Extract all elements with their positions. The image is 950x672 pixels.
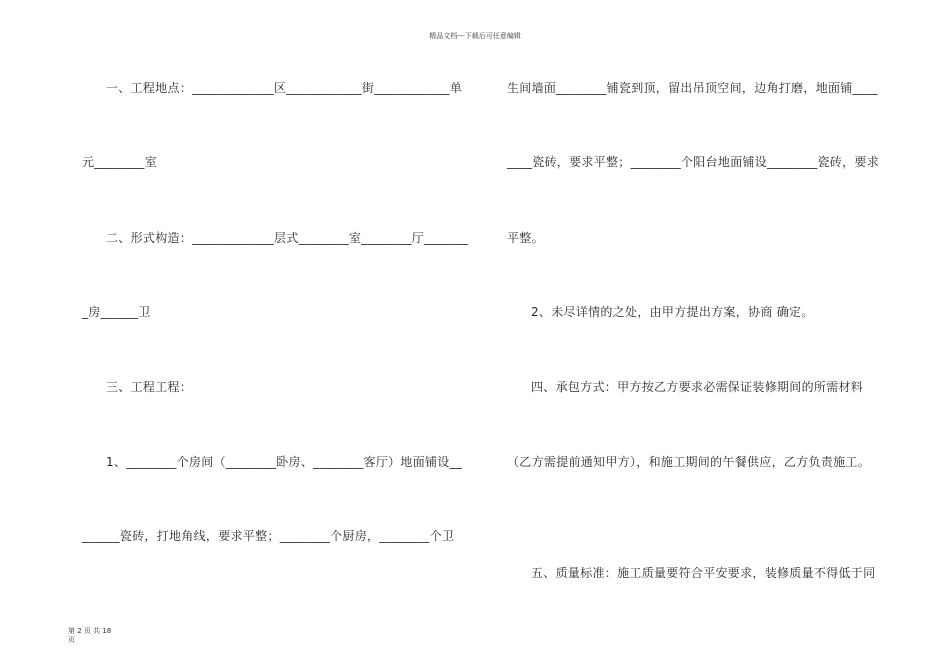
right-line-5: 四、承包方式：甲方按乙方要求必需保证装修期间的所需材料 (531, 380, 864, 394)
page-header: 精品文档---下载后可任意编辑 (429, 32, 521, 40)
page-number-line-1: 第 2 页 共 18 (68, 627, 112, 635)
right-line-4: 2、未尽详情的之处，由甲方提出方案，协商 确定。 (531, 305, 814, 319)
left-line-1: 一、工程地点：_____________区____________街____________单 (106, 81, 463, 95)
page-number (68, 627, 128, 645)
right-line-2: ____瓷砖，要求平整；________个阳台地面铺设________瓷砖，要求 (507, 155, 880, 169)
right-line-1: 生间墙面________铺瓷到顶，留出吊顶空间，边角打磨，地面铺____ (507, 81, 878, 95)
page-number-line-2: 页 (68, 636, 75, 644)
left-line-3: 二、形式构造：_____________层式________室________厅_______ (106, 231, 469, 245)
right-line-3: 平整。 (507, 231, 544, 245)
left-line-5: 三、工程工程： (106, 380, 193, 394)
right-line-7: 五、质量标准：施工质量要符合平安要求，装修质量不得低于同 (531, 566, 876, 580)
left-line-6: 1、________个房间（________卧房、________客厅）地面铺设__ (106, 455, 463, 469)
right-line-6: （乙方需提前通知甲方），和施工期间的午餐供应，乙方负责施工。 (507, 455, 871, 469)
left-line-2: 元________室 (82, 155, 158, 169)
left-line-4: _房______卫 (82, 305, 151, 319)
left-line-7: ______瓷砖，打地角线，要求平整；________个厨房，________个卫 (82, 529, 455, 543)
